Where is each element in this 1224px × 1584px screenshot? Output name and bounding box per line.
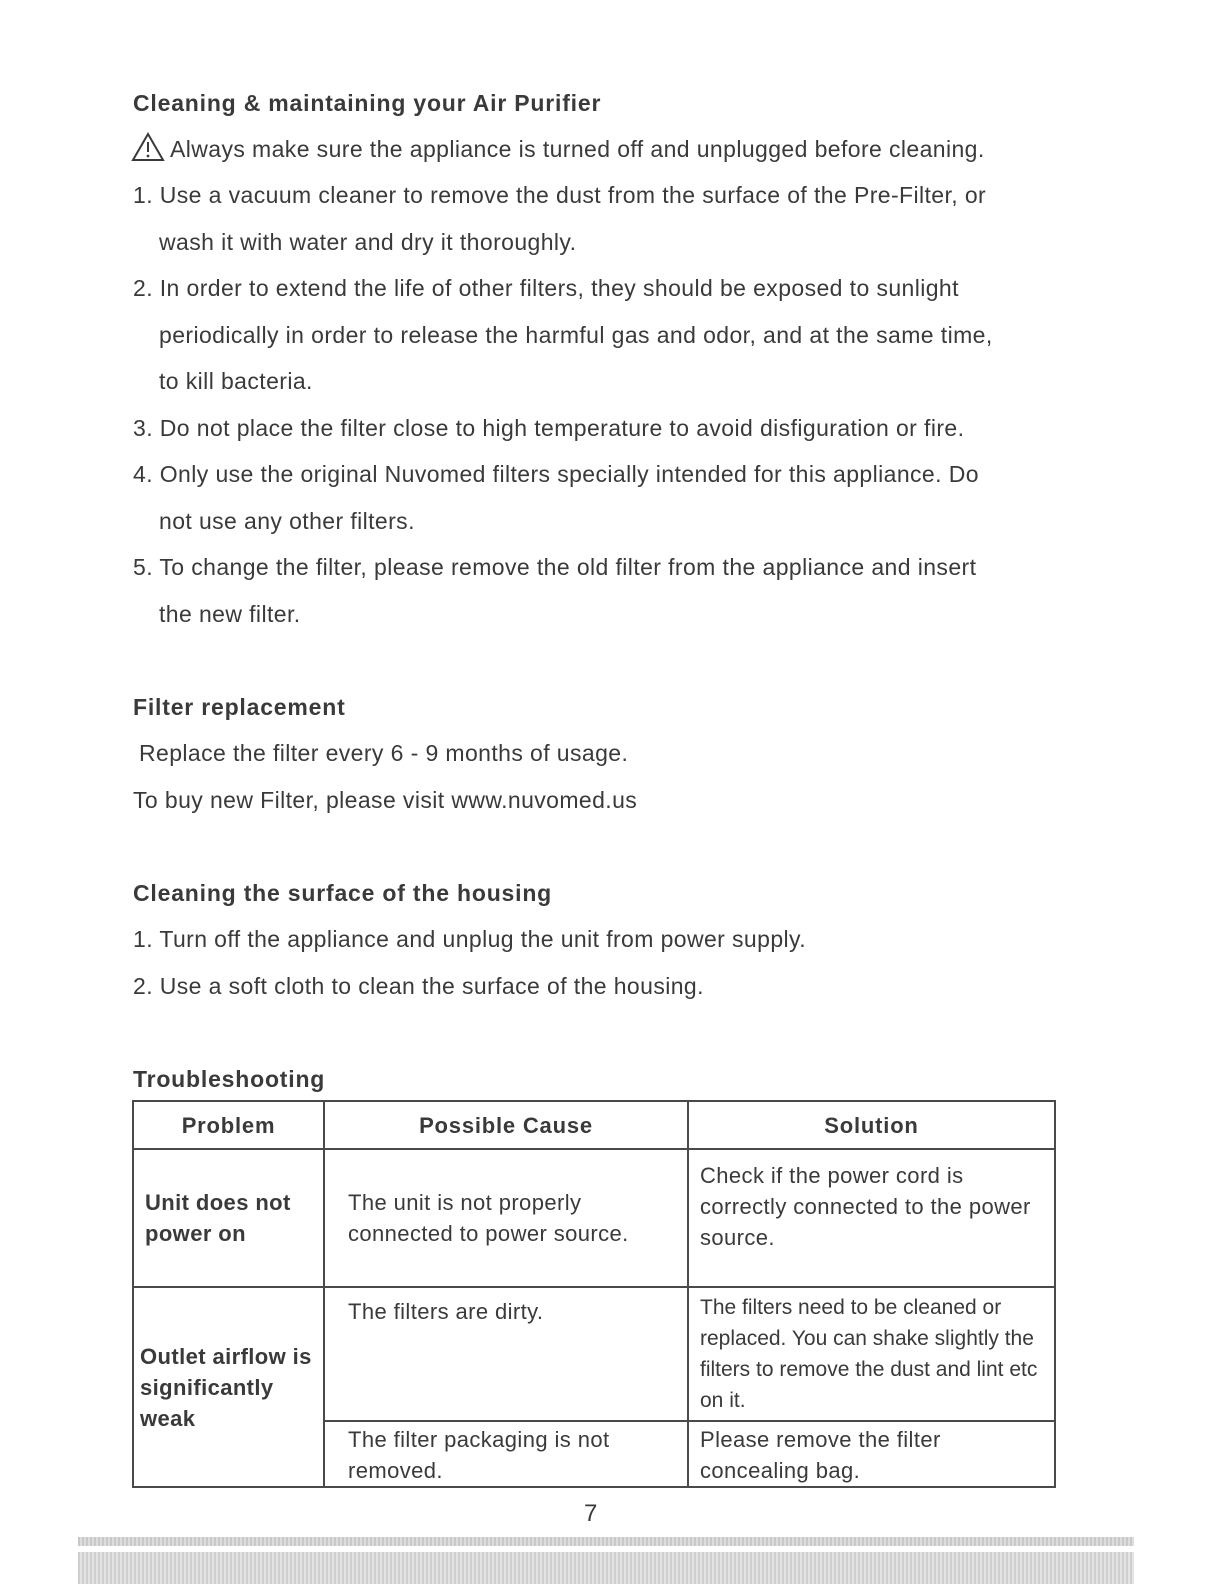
table-row [133,1287,1055,1421]
housing-line: 2. Use a soft cloth to clean the surface of the housing. [133,973,704,999]
cleaning-line: 2. In order to extend the life of other filters, they should be exposed to sunlight [133,275,959,301]
cleaning-line: 3. Do not place the filter close to high temperature to avoid disfiguration or fire. [133,415,965,441]
problem-cell: Unit does not power on [133,1149,324,1287]
filter-heading: Filter replacement [133,694,346,720]
cleaning-line: not use any other filters. [159,508,415,534]
solution-cell: The filters need to be cleaned or replaced. You can shake slightly the filters to remove the dust and lint etc on it. [688,1287,1055,1421]
cleaning-line: 4. Only use the original Nuvomed filters specially intended for this appliance. Do [133,461,979,487]
housing-heading: Cleaning the surface of the housing [133,880,553,906]
filter-line: To buy new Filter, please visit www.nuvomed.us [133,787,638,813]
troubleshooting-heading: Troubleshooting [133,1066,326,1092]
cleaning-line: periodically in order to release the harmful gas and odor, and at the same time, [159,322,993,348]
cleaning-warning: Always make sure the appliance is turned off and unplugged before cleaning. [170,136,985,162]
solution-cell: Please remove the filter concealing bag. [688,1421,1055,1487]
column-header: Solution [688,1101,1055,1149]
cleaning-heading: Cleaning & maintaining your Air Purifier [133,90,602,116]
cleaning-line: wash it with water and dry it thoroughly. [159,229,577,255]
filter-line: Replace the filter every 6 - 9 months of usage. [139,740,629,766]
table-row [133,1149,1055,1287]
scan-edge-bar [78,1537,1134,1546]
cleaning-line: 5. To change the filter, please remove the old filter from the appliance and insert [133,554,977,580]
warning-triangle-icon [131,132,165,162]
page-number: 7 [584,1500,598,1527]
cleaning-line: 1. Use a vacuum cleaner to remove the dust from the surface of the Pre-Filter, or [133,182,987,208]
cleaning-line: the new filter. [159,601,301,627]
column-header: Problem [133,1101,324,1149]
cause-cell: The unit is not properly connected to power source. [324,1149,688,1287]
column-header: Possible Cause [324,1101,688,1149]
cause-cell: The filters are dirty. [324,1287,688,1421]
scan-edge-bar [78,1552,1134,1584]
cleaning-line: to kill bacteria. [159,368,313,394]
housing-line: 1. Turn off the appliance and unplug the unit from power supply. [133,926,807,952]
cause-cell: The filter packaging is not removed. [324,1421,688,1487]
table-header-row [133,1101,1055,1149]
solution-cell: Check if the power cord is correctly connected to the power source. [688,1149,1055,1287]
troubleshooting-table [132,1100,1056,1488]
problem-cell: Outlet airflow is significantly weak [133,1287,324,1487]
